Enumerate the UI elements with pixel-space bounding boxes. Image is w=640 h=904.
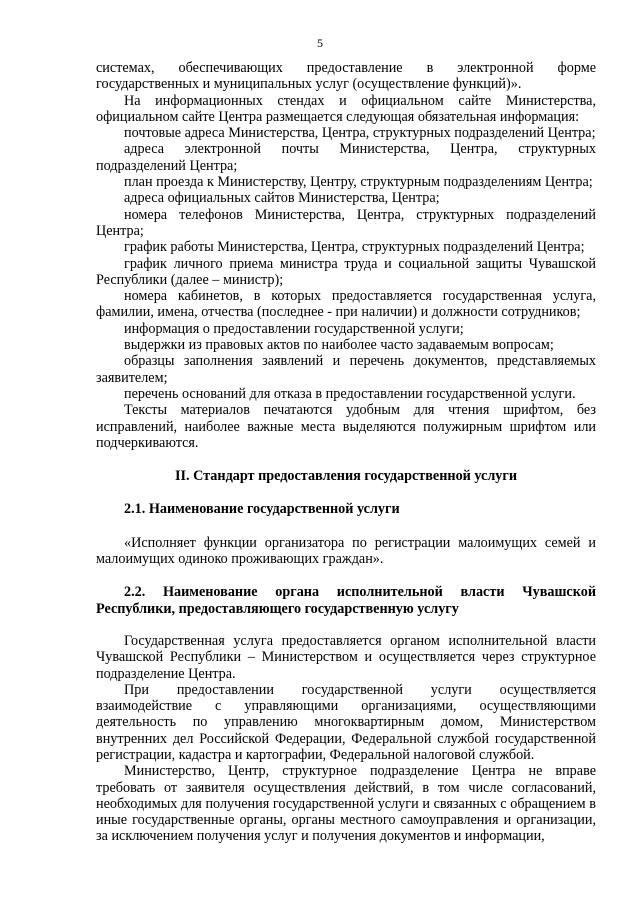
list-item: план проезда к Министерству, Центру, структурным подразделениям Центра; [124,174,593,191]
list-item: адреса официальных сайтов Министерства, Центра; [124,190,440,207]
list-item: перечень оснований для отказа в предоставлении государственной услуги. [124,385,576,402]
list-item: почтовые адреса Министерства, Центра, структурных подразделений Центра; [124,125,596,142]
subsection-title: 2.2. Наименование органа исполнительной власти Чувашской Республики, предоставляющего государственную услугу [96,584,596,617]
section-title: II. Стандарт предоставления государственной услуги [174,468,518,485]
list-item: информация о предоставлении государственной услуги; [124,320,464,337]
list-item: образцы заполнения заявлений и перечень документов, представляемых заявителем; [96,353,596,386]
paragraph: «Исполняет функции организатора по регистрации малоимущих семей и малоимущих одиноко проживающих граждан». [96,534,596,568]
list-item: выдержки из правовых актов по наиболее часто задаваемым вопросам; [124,337,554,354]
paragraph: Государственная услуга предоставляется органом исполнительной власти Чувашской Республики – Министерством и осуществляется через структурное подразделение Центра. [96,632,596,682]
list-item: номера кабинетов, в которых предоставляется государственная услуга, фамилии, имена, отчества (последнее - при наличии) и должности сотрудников; [96,288,596,321]
list-item: адреса электронной почты Министерства, Центра, структурных подразделений Центра; [96,141,596,174]
subsection-title: 2.1. Наименование государственной услуги [124,501,400,518]
list-item: график работы Министерства, Центра, структурных подразделений Центра; [124,239,585,256]
paragraph: системах, обеспечивающих предоставление в электронной форме государственных и муниципальных услуг (осуществление функций)». [96,60,596,93]
paragraph: При предоставлении государственной услуги осуществляется взаимодействие с управляющими организациями, осуществляющими деятельность по управлению многоквартирным домом, Министерством внутренних дел Российской Федерации, Федеральной службой государственной регистрации, кадастра и картографии, Федеральной налоговой службой. [96,681,596,763]
list-item: график личного приема министра труда и социальной защиты Чувашской Республики (далее – министр); [96,255,596,288]
page-number: 5 [317,36,323,50]
document-body [96,60,596,845]
paragraph: Министерство, Центр, структурное подразделение Центра не вправе требовать от заявителя осуществления действий, в том числе согласований, необходимых для получения государственной услуги и связанных с обращением в иные государственные органы, органы местного самоуправления и организации, за исключением получения услуг и получения документов и информации, [96,763,596,845]
list-item: номера телефонов Министерства, Центра, структурных подразделений Центра; [96,206,596,239]
paragraph: Тексты материалов печатаются удобным для чтения шрифтом, без исправлений, наиболее важные места выделяются полужирным шрифтом или подчеркиваются. [96,402,596,451]
paragraph: На информационных стендах и официальном сайте Министерства, официальном сайте Центра размещается следующая обязательная информация: [96,92,596,125]
